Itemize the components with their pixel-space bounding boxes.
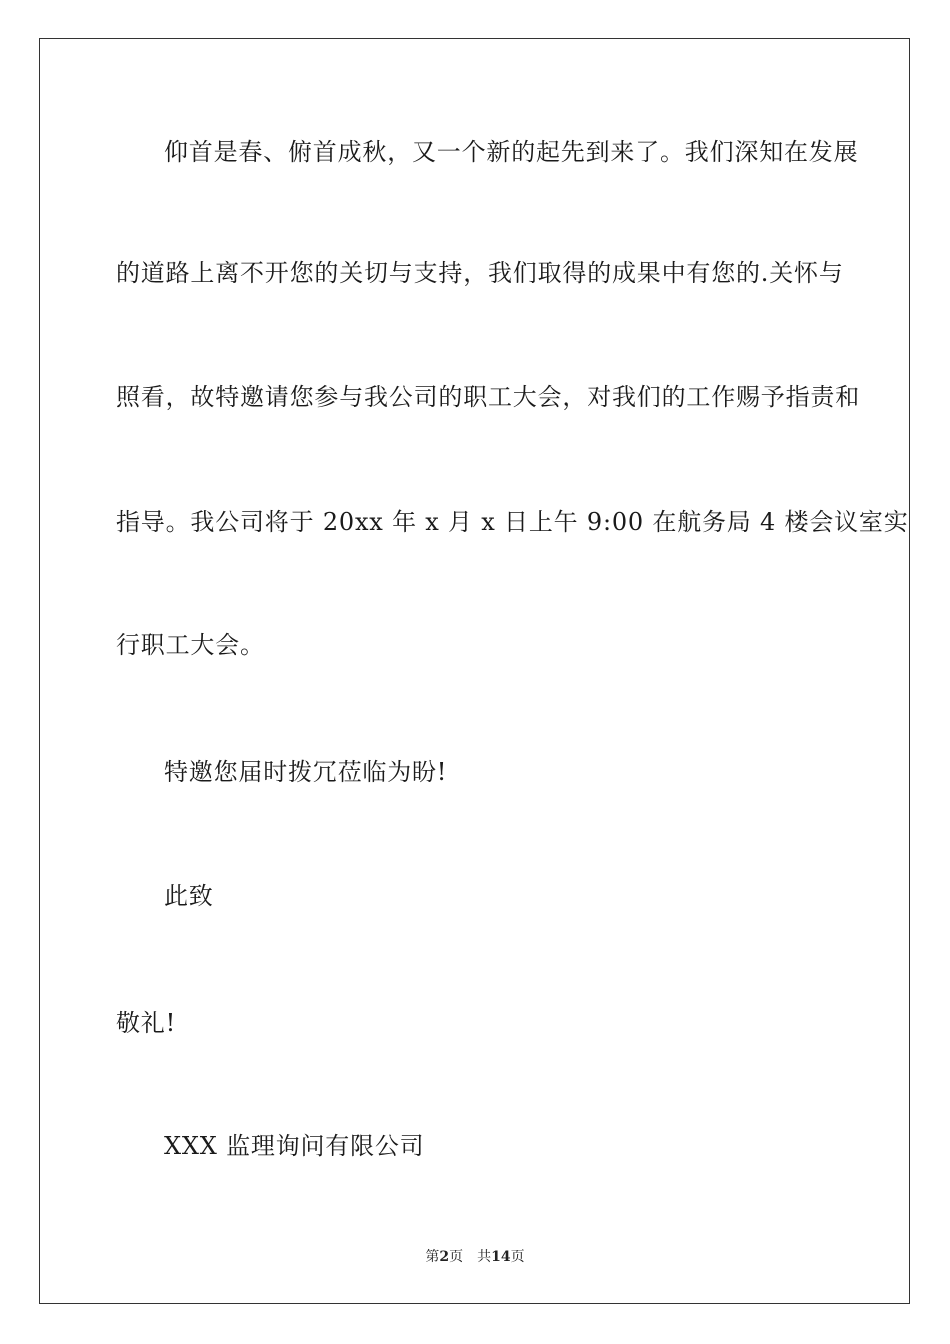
footer-page-suffix: 页 (449, 1249, 464, 1265)
paragraph-line-2: 的道路上离不开您的关切与支持，我们取得的成果中有您的.关怀与 (116, 259, 844, 287)
paragraph-line-1: 仰首是春、俯首成秋，又一个新的起先到来了。我们深知在发展 (164, 138, 859, 166)
invitation-line: 特邀您届时拨冗莅临为盼! (164, 758, 448, 786)
paragraph-line-5: 行职工大会。 (116, 631, 265, 659)
page-frame (39, 38, 910, 1304)
page-footer (0, 1248, 950, 1266)
footer-page-prefix: 第 (425, 1249, 440, 1265)
regards-line: 敬礼! (116, 1009, 177, 1037)
signature-company: XXX 监理询问有限公司 (164, 1132, 425, 1160)
paragraph-line-3: 照看，故特邀请您参与我公司的职工大会，对我们的工作赐予指责和 (116, 383, 860, 411)
footer-page-total: 14 (491, 1249, 511, 1265)
footer-total-suffix: 页 (510, 1249, 525, 1265)
salutation-line: 此致 (164, 882, 214, 910)
footer-page-current: 2 (439, 1249, 450, 1265)
footer-total-prefix: 共 (477, 1249, 492, 1265)
paragraph-line-4: 指导。我公司将于 20xx 年 x 月 x 日上午 9:00 在航务局 4 楼会议室实 (116, 508, 909, 536)
